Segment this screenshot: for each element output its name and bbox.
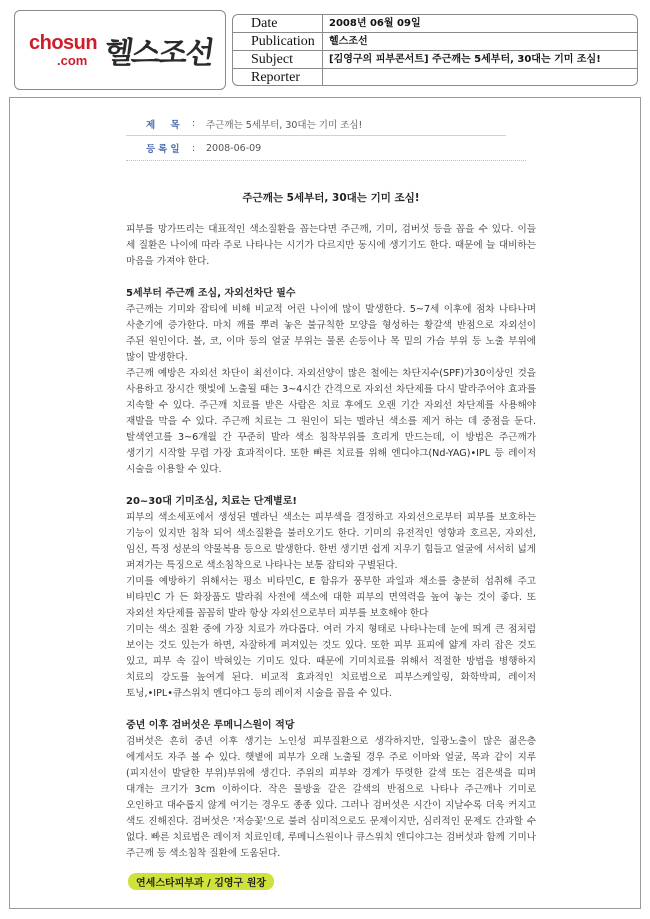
section-paragraph: 주근깨 예방은 자외선 차단이 최선이다. 자외선양이 많은 철에는 차단지수(SPF)가30이상인 것을 사용하고 장시간 햇빛에 노출될 때는 3~4시간 간격으로 자외선 차단제를 다시 발라주어야 효과를 지속할 수 있다. 주근깨 치료를 받은 사람은 치료 후에도 오랜 기간 자외선 차단제를 사용해야 재발을 막을 수 있다. 주근깨 치료는 그 원인이 되는 멜라닌 색소를 제거 하는 데 중점을 둔다. 탈색연고를 3~6개월 간 꾸준히 발라 색소 침착부위를 흐리게 만드는데, 이 방법은 주근깨가 생기기 시작할 무렵 가장 효과적이다. 또한 빠른 치료를 위해 엔디야그(Nd-YAG)•IPL 등 레이저 시술을 이용할 수 있다.	[126, 368, 536, 475]
meta-colon: :	[192, 118, 196, 129]
info-value: [김영구의 피부콘서트] 주근깨는 5세부터, 30대는 기미 조심!	[329, 54, 601, 65]
info-value: 2008년 06월 09일	[329, 18, 421, 29]
section-paragraph: 주근깨는 기미와 잡티에 비해 비교적 어린 나이에 많이 발생한다. 5~7세 이후에 점차 나타나며 사춘기에 증가한다. 마치 깨를 뿌려 놓은 불규칙한 모양을 형성하는 황갈색 반점으로 자외선이 주된 원인이다. 볼, 코, 이마 등의 얼굴 부위는 물론 손등이나 목 밑의 가슴 부위 등 노출 부위에 많이 발생한다.	[126, 304, 536, 363]
article-title: 주근깨는 5세부터, 30대는 기미 조심!	[242, 192, 420, 204]
clipping-info-table	[232, 14, 638, 86]
meta-title-value: 주근깨는 5세부터, 30대는 기미 조심!	[206, 119, 363, 131]
article-intro: 피부를 망가뜨리는 대표적인 색소질환을 꼽는다면 주근깨, 기미, 검버섯 등을 꼽을 수 있다. 이들 세 질환은 나이에 따라 주로 나타나는 시기가 다르지만 동시에 생기기도 한다. 때문에 늘 대비하는 마음을 가져야 한다.	[126, 224, 536, 267]
info-value: 헬스조선	[329, 36, 368, 47]
chosun-logo	[29, 33, 97, 67]
author-signature: 연세스타피부과 / 김영구 원장	[128, 873, 274, 890]
chosun-logo-text: chosun	[29, 32, 98, 54]
logo-box	[14, 10, 226, 90]
info-label: Reporter	[233, 69, 323, 86]
section-heading: 20~30대 기미조심, 치료는 단계별로!	[126, 496, 297, 507]
section-heading: 중년 이후 검버섯은 루메니스원이 적당	[126, 720, 295, 731]
meta-date-value: 2008-06-09	[206, 142, 262, 154]
meta-date-label: 등록일	[146, 144, 183, 155]
article-section	[126, 286, 536, 478]
section-heading: 5세부터 주근깨 조심, 자외선차단 필수	[126, 288, 296, 299]
info-row-date	[233, 15, 637, 33]
info-row-reporter	[233, 69, 637, 86]
article-section	[126, 494, 536, 702]
chosun-logo-com: .com	[57, 53, 88, 68]
meta-date-row	[126, 136, 506, 160]
section-paragraph: 피부의 색소세포에서 생성된 멜라닌 색소는 피부색을 결정하고 자외선으로부터 피부를 보호하는 기능이 있지만 침착 되어 색소질환을 불러오기도 한다. 기미의 유전적인 영향과 호르몬, 자외선, 임신, 특정 성분의 약물복용 등으로 발생한다. 한번 생기면 쉽게 지우기 힘들고 얼굴에 서서히 넓게 퍼져가는 특징으로 색소침착으로 나타나는 보통 잡티와 구별된다.	[126, 512, 536, 571]
meta-divider	[126, 160, 526, 161]
info-value	[323, 69, 637, 86]
info-label: Date	[233, 15, 323, 32]
meta-colon: :	[192, 142, 196, 154]
article-meta	[126, 112, 506, 160]
info-row-subject	[233, 51, 637, 69]
section-paragraph: 검버섯은 흔히 중년 이후 생기는 노인성 피부질환으로 생각하지만, 일광노출이 많은 젊은층 에게서도 자주 볼 수 있다. 햇볕에 피부가 오래 노출될 경우 주로 이마와 얼굴, 목과 같이 지루(피지선이 발달한 부위)부위에 생긴다. 주위의 피부와 경계가 뚜렷한 갈색 또는 검은색을 띠며 대개는 크기가 3cm 이하이다. 작은 물방울 같은 갈색의 반점으로 나타나 주근깨나 기미로 오인하고 대수롭지 않게 여기는 경우도 종종 있다. 그러나 검버섯은 시간이 지날수록 더욱 커지고 색도 진해진다. 검버섯은 '저승꽃'으로 불려 심미적으로도 문제이지만, 심리적인 문제도 간과할 수 없다. 빠른 치료법은 레이저 치료인데, 루메니스원이나 큐스위치 엔디야그는 검버섯과 함께 기미나 주근깨 등 색소침착 질환에 도움된다.	[126, 736, 536, 859]
article-body	[126, 190, 536, 878]
info-label: Publication	[233, 33, 323, 50]
section-paragraph: 기미를 예방하기 위해서는 평소 비타민C, E 함유가 풍부한 과일과 채소를 충분히 섭취해 주고 비타민C 가 든 화장품도 발라줘 사전에 색소에 대한 피부의 면역력을 높여 놓는 것이 좋다. 또 자외선 차단제를 꼼꼼히 발라 항상 자외선으로부터 피부를 보호해야 한다	[126, 576, 536, 619]
health-chosun-logo: 헬스조선	[102, 36, 216, 71]
info-row-publication	[233, 33, 637, 51]
info-label: Subject	[233, 51, 323, 68]
meta-title-row	[126, 112, 506, 136]
section-paragraph: 기미는 색소 질환 중에 가장 치료가 까다롭다. 여러 가지 형태로 나타나는데 눈에 띄게 큰 점처럼 보이는 것도 있는가 하면, 자잘하게 퍼져있는 것도 있다. 또한 피부 표피에 얇게 자리 잡은 것도 있고, 피부 속 깊이 박혀있는 기미도 있다. 때문에 기미치료를 위해서 적절한 방법을 병행하지 치료의 강도를 높여게 된다. 비교적 효과적인 치료법으로 피부스케일링, 화학박피, 레이저 토닝,•IPL•큐스위치 엔디야그 등의 레이저 시술을 꼽을 수 있다.	[126, 624, 536, 699]
article-section	[126, 718, 536, 862]
meta-title-label: 제 목	[146, 119, 186, 131]
